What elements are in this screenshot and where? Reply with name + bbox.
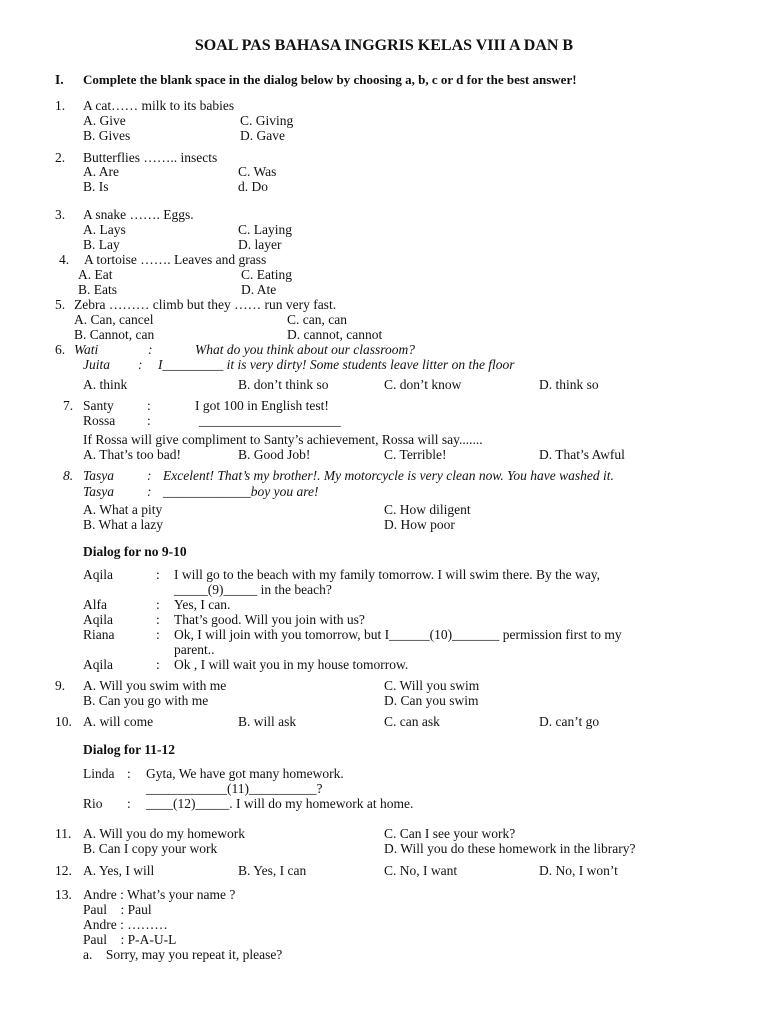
question-stem: A tortoise ……. Leaves and grass — [84, 252, 267, 267]
dialog-line: Andre : ……… — [83, 917, 168, 932]
dialog-line: I got 100 in English test! — [195, 398, 329, 413]
question-stem: Zebra ……… climb but they …… run very fast. — [74, 297, 337, 312]
question-number: 6. — [55, 342, 66, 357]
dialog-line: Paul : Paul — [83, 902, 152, 917]
speaker-colon: : — [156, 657, 160, 672]
section-instruction: Complete the blank space in the dialog below by choosing a, b, c or d for the best answer! — [83, 72, 577, 87]
option-c: C. How diligent — [384, 502, 471, 517]
dialog-line: _____________boy you are! — [163, 484, 319, 499]
dialog-line: Andre : What’s your name ? — [83, 887, 236, 902]
speaker-colon: : — [156, 612, 160, 627]
question-stem: A snake ……. Eggs. — [83, 207, 194, 222]
option-a: A. Eat — [78, 267, 113, 282]
section-number: I. — [55, 72, 64, 87]
dialog-line: Excelent! That’s my brother!. My motorcycle is very clean now. You have washed it. — [163, 468, 614, 483]
option-d: D. That’s Awful — [539, 447, 625, 462]
option-c: C. Can I see your work? — [384, 826, 516, 841]
option-b: B. Eats — [78, 282, 117, 297]
speaker-colon: : — [127, 766, 131, 781]
dialog-line: ____________(11)__________? — [146, 781, 323, 796]
option-a: A. Give — [83, 113, 126, 128]
option-b: B. Can I copy your work — [83, 841, 218, 856]
dialog-line: Ok , I will wait you in my house tomorrow. — [174, 657, 409, 672]
question-prompt: If Rossa will give compliment to Santy’s achievement, Rossa will say....... — [83, 432, 483, 447]
option-b: B. Yes, I can — [238, 863, 307, 878]
option-c: C. No, I want — [384, 863, 458, 878]
question-number: 13. — [55, 887, 72, 902]
option-d: D. can’t go — [539, 714, 600, 729]
option-d: D. Ate — [241, 282, 277, 297]
option-d: D. How poor — [384, 517, 455, 532]
option-b: B. Is — [83, 179, 109, 194]
speaker-name: Tasya — [83, 484, 115, 499]
option-b: B. Good Job! — [238, 447, 311, 462]
speaker-name: Wati — [74, 342, 99, 357]
dialog-line: That’s good. Will you join with us? — [174, 612, 365, 627]
option-d: D. cannot, cannot — [287, 327, 383, 342]
speaker-name: Aqila — [83, 567, 113, 582]
option-a: A. think — [83, 377, 128, 392]
speaker-colon: : — [147, 398, 151, 413]
dialog-line: Ok, I will join with you tomorrow, but I______(10)_______ permission first to my — [174, 627, 622, 642]
dialog-heading: Dialog for 11-12 — [83, 742, 175, 757]
question-stem: Butterflies …….. insects — [83, 150, 218, 165]
dialog-heading: Dialog for no 9-10 — [83, 544, 187, 559]
speaker-colon: : — [156, 627, 160, 642]
option-c: C. Laying — [238, 222, 292, 237]
dialog-line: _____(9)_____ in the beach? — [174, 582, 332, 597]
option-a: A. Will you do my homework — [83, 826, 245, 841]
dialog-line: parent.. — [174, 642, 215, 657]
dialog-line: Paul : P-A-U-L — [83, 932, 177, 947]
answer-blank: _____________________ — [199, 413, 341, 428]
option-d: D. Can you swim — [384, 693, 479, 708]
dialog-line: ____(12)_____. I will do my homework at home. — [146, 796, 414, 811]
option-a: A. Are — [83, 164, 119, 179]
speaker-name: Riana — [83, 627, 115, 642]
option-b: B. Lay — [83, 237, 120, 252]
option-c: C. Was — [238, 164, 277, 179]
dialog-line: I_________ it is very dirty! Some students leave litter on the floor — [158, 357, 515, 372]
option-b: B. Gives — [83, 128, 131, 143]
speaker-colon: : — [147, 413, 151, 428]
speaker-colon: : — [148, 342, 153, 357]
speaker-name: Rossa — [83, 413, 116, 428]
question-number: 4. — [59, 252, 70, 267]
option-c: C. Will you swim — [384, 678, 480, 693]
question-number: 2. — [55, 150, 66, 165]
question-number: 11. — [55, 826, 72, 841]
option-c: C. don’t know — [384, 377, 462, 392]
speaker-colon: : — [147, 468, 152, 483]
speaker-colon: : — [156, 567, 160, 582]
dialog-line: What do you think about our classroom? — [195, 342, 415, 357]
option-a: A. What a pity — [83, 502, 163, 517]
option-a: A. Lays — [83, 222, 126, 237]
dialog-line: Gyta, We have got many homework. — [146, 766, 344, 781]
option-d: D. Will you do these homework in the library? — [384, 841, 636, 856]
speaker-colon: : — [147, 484, 152, 499]
speaker-name: Aqila — [83, 657, 113, 672]
question-number: 5. — [55, 297, 66, 312]
option-d: d. Do — [238, 179, 268, 194]
option-b: B. Can you go with me — [83, 693, 209, 708]
option-c: C. Giving — [240, 113, 294, 128]
option-a: a. Sorry, may you repeat it, please? — [83, 947, 283, 962]
option-a: A. Can, cancel — [74, 312, 154, 327]
speaker-name: Rio — [83, 796, 103, 811]
option-d: D. layer — [238, 237, 282, 252]
option-c: C. can, can — [287, 312, 347, 327]
option-d: D. think so — [539, 377, 599, 392]
option-c: C. Eating — [241, 267, 292, 282]
option-b: B. will ask — [238, 714, 297, 729]
speaker-name: Tasya — [83, 468, 115, 483]
speaker-colon: : — [127, 796, 131, 811]
question-number: 7. — [63, 398, 74, 413]
option-a: A. Yes, I will — [83, 863, 155, 878]
dialog-line: Yes, I can. — [174, 597, 231, 612]
question-number: 10. — [55, 714, 72, 729]
question-number: 1. — [55, 98, 66, 113]
option-b: B. don’t think so — [238, 377, 329, 392]
question-stem: A cat…… milk to its babies — [83, 98, 235, 113]
speaker-name: Juita — [83, 357, 110, 372]
question-number: 12. — [55, 863, 72, 878]
option-c: C. can ask — [384, 714, 440, 729]
option-a: A. will come — [83, 714, 154, 729]
option-a: A. That’s too bad! — [83, 447, 181, 462]
dialog-line: I will go to the beach with my family tomorrow. I will swim there. By the way, — [174, 567, 601, 582]
question-number: 3. — [55, 207, 66, 222]
speaker-name: Santy — [83, 398, 114, 413]
speaker-name: Alfa — [83, 597, 107, 612]
option-b: B. What a lazy — [83, 517, 163, 532]
question-number: 8. — [63, 468, 74, 483]
page-title: SOAL PAS BAHASA INGGRIS KELAS VIII A DAN B — [194, 37, 574, 54]
option-c: C. Terrible! — [384, 447, 447, 462]
option-d: D. Gave — [240, 128, 285, 143]
question-number: 9. — [55, 678, 66, 693]
speaker-colon: : — [156, 597, 160, 612]
option-a: A. Will you swim with me — [83, 678, 227, 693]
speaker-colon: : — [138, 357, 143, 372]
speaker-name: Aqila — [83, 612, 113, 627]
option-b: B. Cannot, can — [74, 327, 155, 342]
speaker-name: Linda — [83, 766, 115, 781]
option-d: D. No, I won’t — [539, 863, 618, 878]
